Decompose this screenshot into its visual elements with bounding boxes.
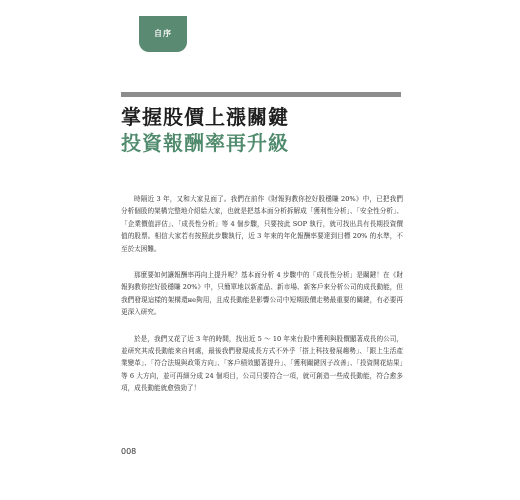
page-subtitle: 投資報酬率再升級: [121, 131, 289, 155]
body-text: [121, 193, 403, 409]
title-rule: [121, 92, 401, 97]
page-title: 掌握股價上漲關鍵: [121, 105, 289, 129]
paragraph-2: 那麼要如何讓報酬率再向上提升呢？基本面分析 4 步驟中的「成長性分析」是關鍵！在《財報狗教你挖好股穩賺 20%》中，只簡單地以新產品、新市場、新客戶來分析公司的成長動能，但我們發現這樣的架構還не夠用，且成長動能是影響公司中短期股價走勢最重要的關鍵，有必要再更深入研究。: [121, 271, 403, 317]
paragraph-1: 時隔近 3 年，又和大家見面了。我們在前作《財報狗教你挖好股穩賺 20%》中，已把我們分析個股的架構完整地介紹給大家，也就是把基本面分析拆解成「獲利性分析」、「安全性分析」、「企業價值評估」、「成長性分析」等 4 個步驟，只要按此 SOP 執行，就可找出具有長期投資價值的股票。相信大家若有按照此步驟執行，近 3 年來的年化報酬率要達到目標 20% 的水準，不至於太困難。: [121, 195, 403, 253]
paragraph-3: 於是，我們又花了近 3 年的時間，找出近 5 ～ 10 年來台股中獲利與股價顯著成長的公司，並研究其成長動能來自何處，最後我們發現成長方式不外乎「搭上科技發展趨勢」、「跟上生活產業變革」、「符合法規與政策方向」、「客戶積效顯著提升」、「獲利關鍵因子改善」、「投資開花結果」等 6 大方向，並可再細分成 24 個項目，公司只要符合一項，就可創造一些成長動能，符合愈多項，成長動能就愈強勁了！: [121, 334, 403, 393]
page-number: 008: [121, 447, 137, 456]
section-tab: 自序: [139, 16, 187, 52]
book-page: [117, 10, 407, 490]
